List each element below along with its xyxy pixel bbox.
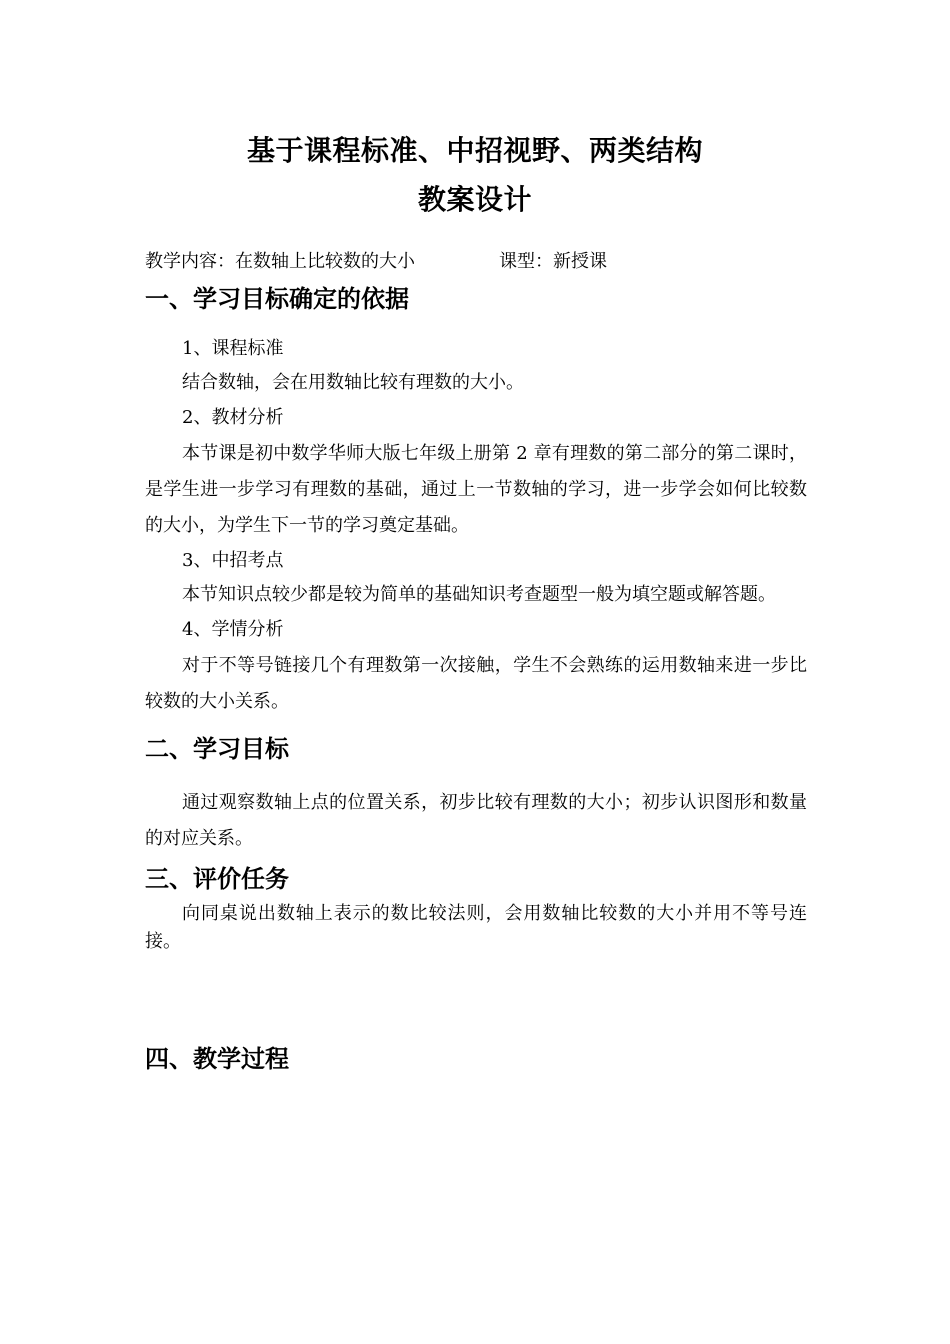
- subsection-textbook-analysis-label: 2、教材分析: [182, 407, 284, 428]
- section-4-heading: 四、教学过程: [145, 1045, 289, 1073]
- section-1-heading: 一、学习目标确定的依据: [145, 285, 409, 313]
- document-title-line-1: 基于课程标准、中招视野、两类结构: [246, 134, 703, 167]
- subsection-textbook-analysis-text: 本节课是初中数学华师大版七年级上册第 2 章有理数的第二部分的第二课时，是学生进一步学习有理数的基础，通过上一节数轴的学习，进一步学会如何比较数的大小，为学生下一节的学习奠定基础。: [145, 443, 807, 536]
- subsection-exam-points-text: 本节知识点较少都是较为简单的基础知识考查题型一般为填空题或解答题。: [182, 584, 776, 605]
- teaching-content-label: 教学内容：在数轴上比较数的大小: [145, 251, 415, 272]
- subsection-student-analysis-text: 对于不等号链接几个有理数第一次接触，学生不会熟练的运用数轴来进一步比较数的大小关系。: [145, 655, 807, 712]
- section-2-heading: 二、学习目标: [145, 735, 289, 763]
- section-3-heading: 三、评价任务: [145, 865, 289, 893]
- subsection-exam-points-label: 3、中招考点: [182, 550, 284, 571]
- lesson-type-label: 课型：新授课: [499, 251, 607, 272]
- evaluation-task-text: 向同桌说出数轴上表示的数比较法则，会用数轴比较数的大小并用不等号连接。: [145, 903, 807, 952]
- subsection-curriculum-standard-text: 结合数轴，会在用数轴比较有理数的大小。: [182, 372, 524, 393]
- subsection-curriculum-standard-label: 1、课程标准: [182, 338, 284, 359]
- subsection-student-analysis-label: 4、学情分析: [182, 619, 284, 640]
- document-title-line-2: 教案设计: [417, 183, 532, 216]
- learning-objectives-text: 通过观察数轴上点的位置关系，初步比较有理数的大小；初步认识图形和数量的对应关系。: [145, 792, 807, 849]
